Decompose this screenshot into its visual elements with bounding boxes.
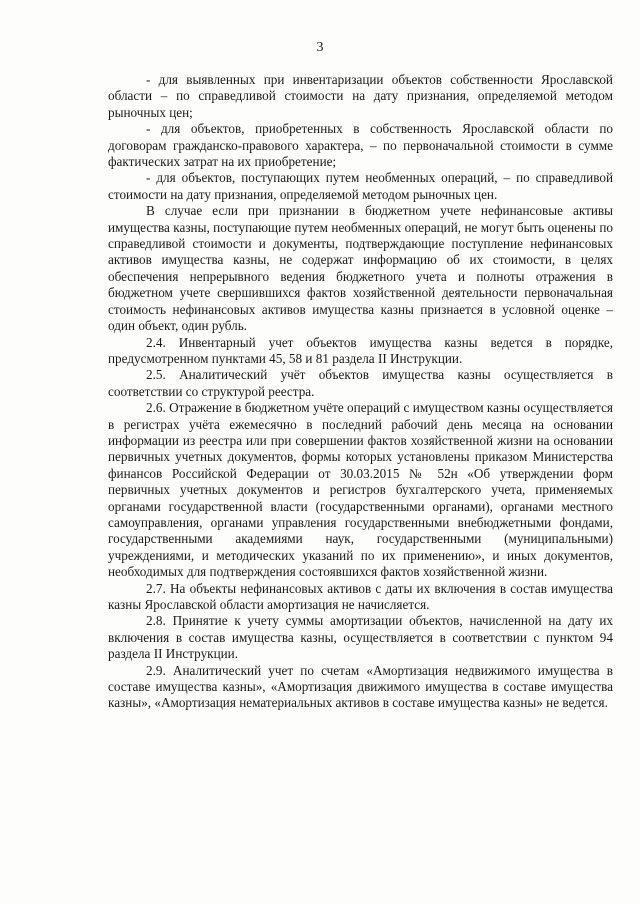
paragraph-2-4: 2.4. Инвентарный учет объектов имущества казны ведется в порядке, предусмотренном пунктами 45, 58 и 81 раздела II Инструкции. bbox=[108, 334, 613, 366]
paragraph-2-9: 2.9. Аналитический учет по счетам «Амортизация недвижимого имущества в составе имущества казны», «Амортизация движимого имущества в составе имущества казны», «Амортизация нематериальных активов в составе имущества казны» не ведется. bbox=[108, 662, 613, 711]
paragraph-2-6: 2.6. Отражение в бюджетном учёте операций с имуществом казны осуществляется в регистрах учёта ежемесячно в последний рабочий день месяца на основании информации из реестра или при совершении фактов хозяйственной жизни на основании первичных учетных документов, формы которых установлены приказом Министерства финансов Российской Федерации от 30.03.2015 № 52н «Об утверждении форм первичных учетных документов и регистров бухгалтерского учета, применяемых органами государственной власти (государственными органами), органами местного самоуправления, органами управления государственными внебюджетными фондами, государственными академиями наук, государственными (муниципальными) учреждениями, и методических указаний по их применению», и иных документов, необходимых для подтверждения состоявшихся фактов хозяйственной жизни. bbox=[108, 400, 613, 580]
paragraph-2-5: 2.5. Аналитический учёт объектов имущества казны осуществляется в соответствии со структурой реестра. bbox=[108, 367, 613, 399]
paragraph-valuation-inventory: - для выявленных при инвентаризации объектов собственности Ярославской области – по справедливой стоимости на дату признания, определяемой методом рыночных цен; bbox=[108, 72, 613, 120]
paragraph-2-8: 2.8. Принятие к учету суммы амортизации объектов, начисленной на дату их включения в состав имущества казны, осуществляется в соответствии с пунктом 94 раздела II Инструкции. bbox=[108, 613, 613, 662]
paragraph-2-7: 2.7. На объекты нефинансовых активов с даты их включения в состав имущества казны Ярославской области амортизация не начисляется. bbox=[108, 580, 613, 612]
page-number: 3 bbox=[316, 40, 324, 55]
document-body bbox=[108, 72, 613, 712]
paragraph-valuation-nonexchange: - для объектов, поступающих путем необменных операций, – по справедливой стоимости на дату признания, определяемой методом рыночных цен. bbox=[108, 170, 613, 202]
paragraph-valuation-purchase: - для объектов, приобретенных в собственность Ярославской области по договорам гражданско-правового характера, – по первоначальной стоимости в сумме фактических затрат на их приобретение; bbox=[108, 121, 613, 170]
paragraph-conditional-valuation: В случае если при признании в бюджетном учете нефинансовые активы имущества казны, поступающие путем необменных операций, не могут быть оценены по справедливой стоимости и документы, подтверждающие поступление нефинансовых активов имущества казны, не содержат информацию об их стоимости, в целях обеспечения непрерывного ведения бюджетного учета и полноты отражения в бюджетном учете свершившихся фактов хозяйственной деятельности первоначальная стоимость нефинансовых активов имущества казны признается в условной оценке – один объект, один рубль. bbox=[108, 203, 613, 334]
